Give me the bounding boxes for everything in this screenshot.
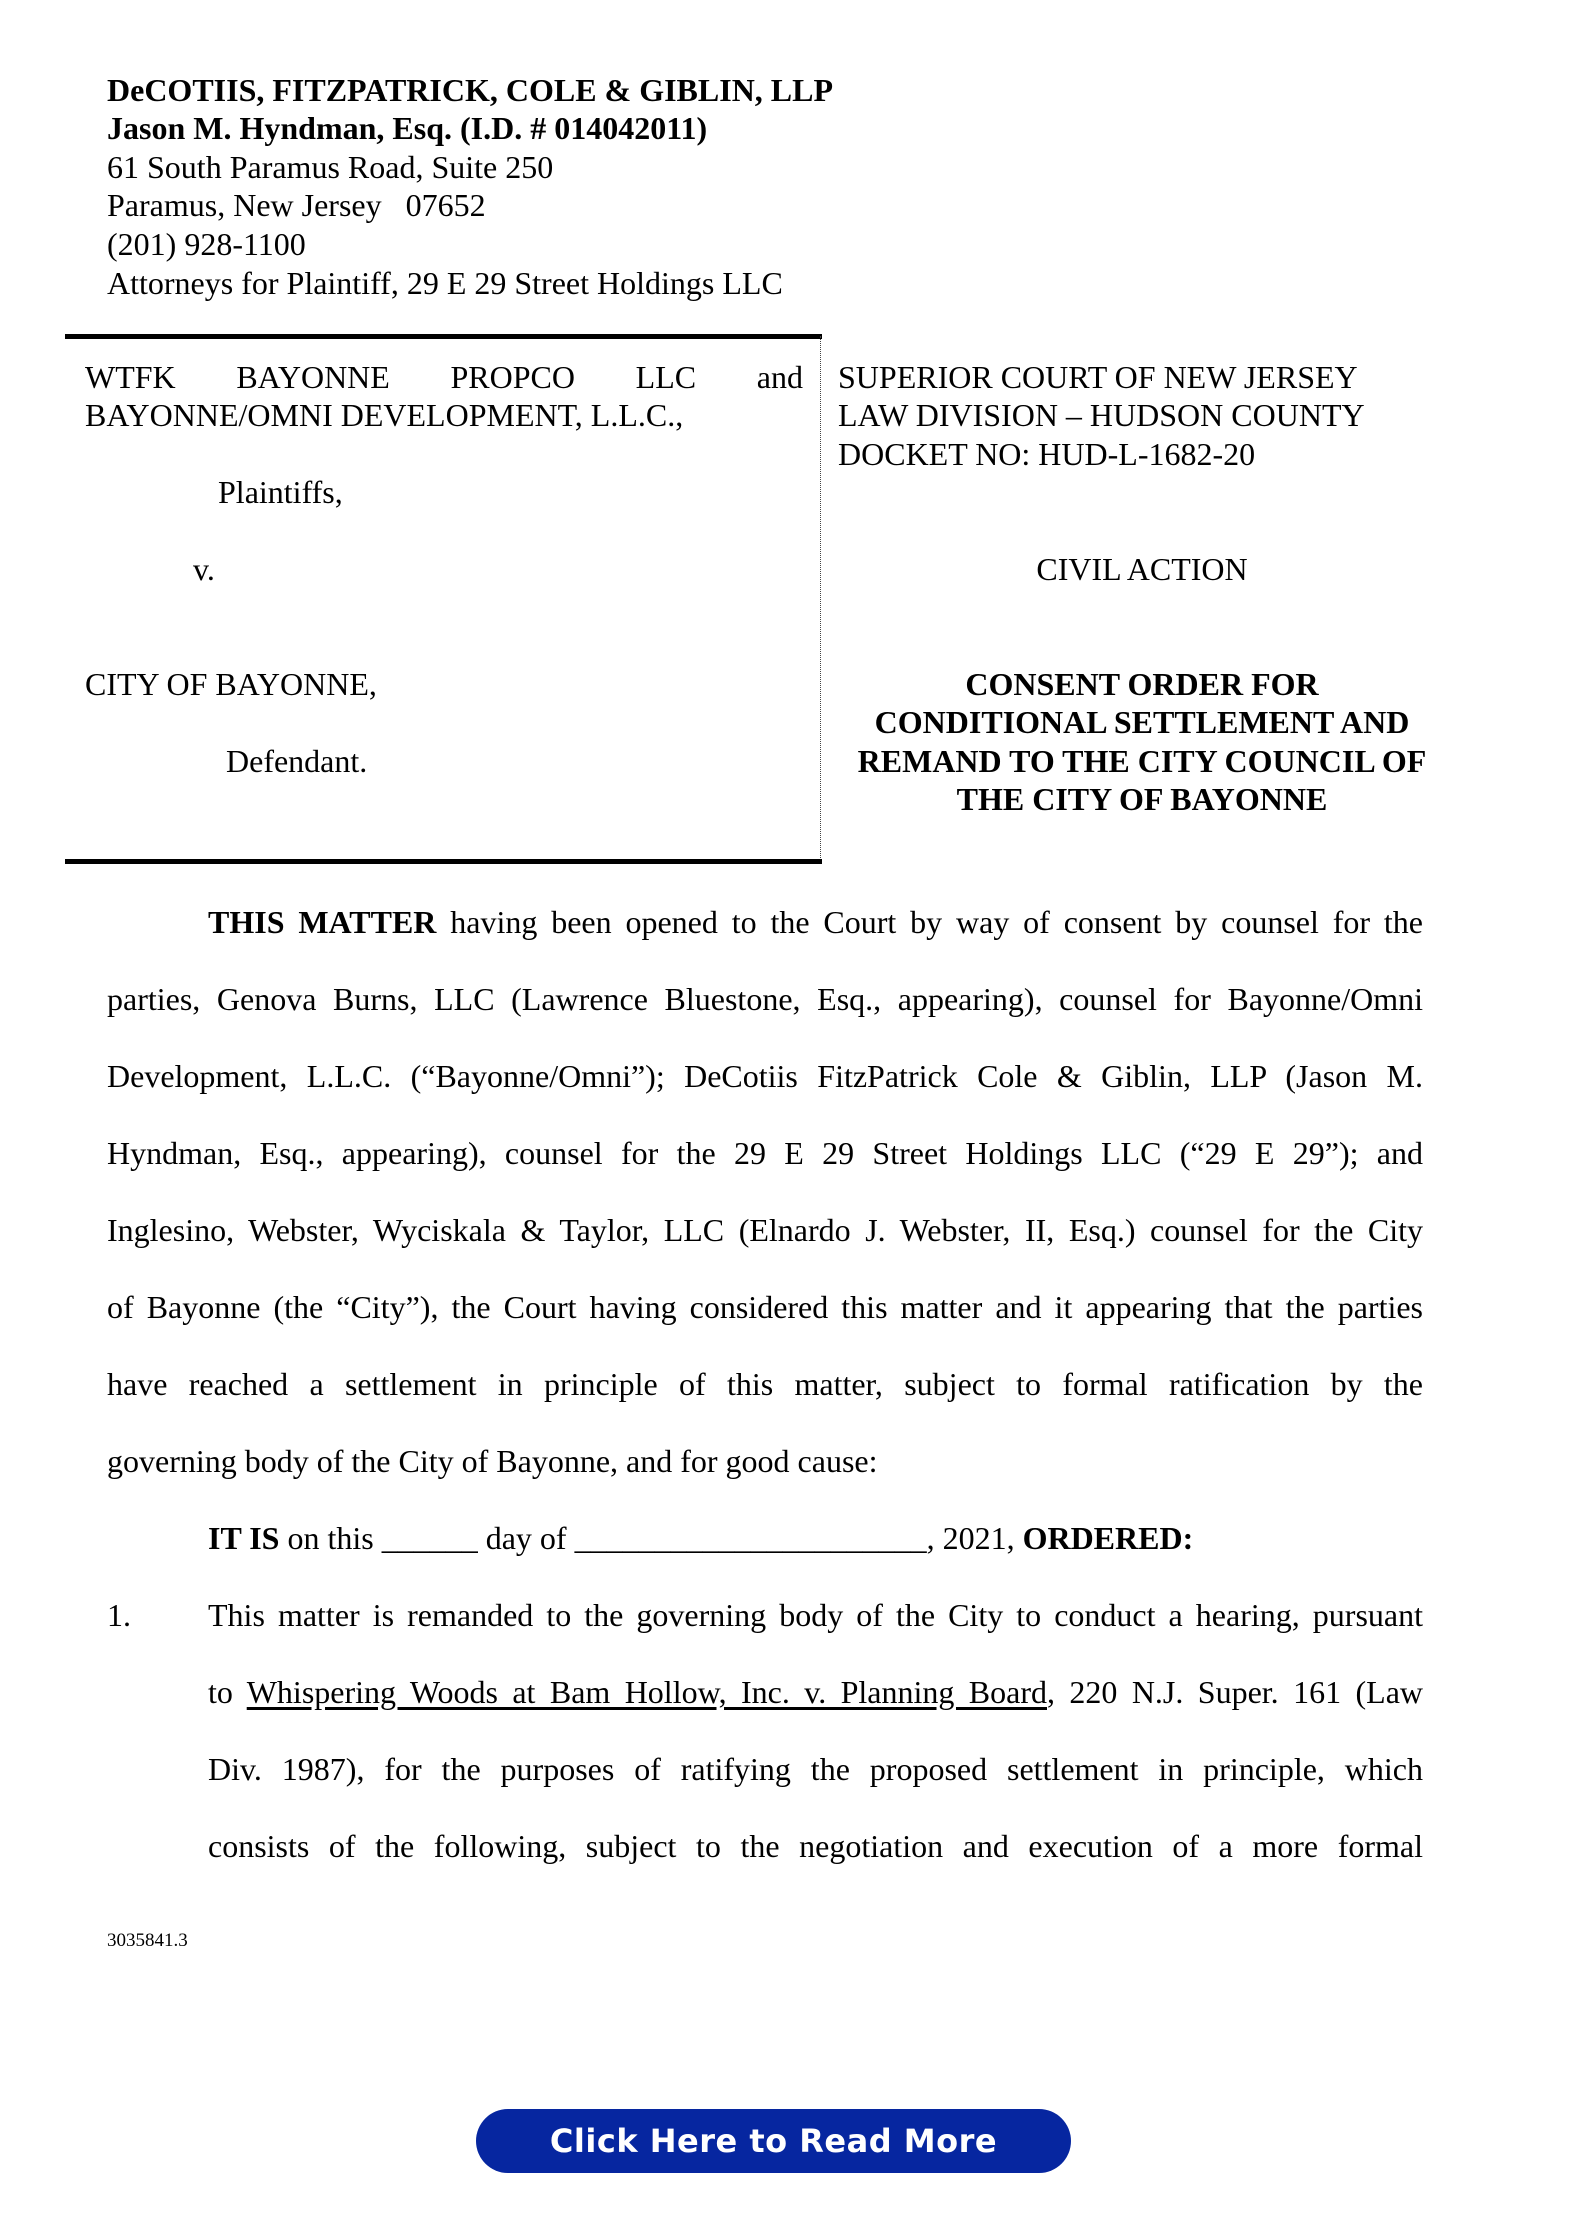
defendant-label: Defendant. — [226, 743, 368, 779]
court-line-1: SUPERIOR COURT OF NEW JERSEY — [838, 359, 1358, 395]
document-id: 3035841.3 — [107, 1930, 188, 1951]
item-1-line-2 — [208, 1673, 1423, 1711]
plaintiffs-label: Plaintiffs, — [218, 474, 343, 510]
versus: v. — [193, 551, 215, 587]
item-1-number: 1. — [107, 1597, 131, 1633]
phone-number: (201) 928-1100 — [107, 226, 306, 262]
attorney-name: Jason M. Hyndman, Esq. (I.D. # 014042011) — [107, 110, 708, 146]
body-line-5: Inglesino, Webster, Wyciskala & Taylor, LLC (Elnardo J. Webster, II, Esq.) counsel for the City — [107, 1212, 1423, 1248]
case-citation-name: Whispering Woods at Bam Hollow, Inc. v. Planning Board — [246, 1674, 1047, 1710]
order-date-blanks: on this ______ day of ______________________, 2021, — [279, 1520, 1023, 1556]
address-line-1: 61 South Paramus Road, Suite 250 — [107, 149, 554, 185]
item-1-line-2-pre: to — [208, 1674, 247, 1710]
caption-bottom-rule — [65, 859, 822, 864]
order-title-line-2: CONDITIONAL SETTLEMENT AND — [874, 704, 1410, 740]
plaintiffs-line-2: BAYONNE/OMNI DEVELOPMENT, L.L.C., — [85, 397, 684, 433]
court-line-2: LAW DIVISION – HUDSON COUNTY — [838, 397, 1365, 433]
docket-number: DOCKET NO: HUD-L-1682-20 — [838, 436, 1256, 472]
read-more-button[interactable] — [476, 2109, 1071, 2173]
body-line-1-text: having been opened to the Court by way of consent by counsel for the — [436, 904, 1424, 940]
item-1-line-3: Div. 1987), for the purposes of ratifying the proposed settlement in principle, which — [208, 1751, 1423, 1787]
body-line-1 — [208, 903, 1423, 941]
read-more-label: Click Here to Read More — [549, 2122, 998, 2160]
body-line-6: of Bayonne (the “City”), the Court having considered this matter and it appearing that the parties — [107, 1289, 1423, 1325]
body-line-8: governing body of the City of Bayonne, and for good cause: — [107, 1443, 878, 1479]
item-1-line-2-post: , 220 N.J. Super. 161 (Law — [1047, 1674, 1423, 1710]
action-type: CIVIL ACTION — [1036, 551, 1248, 587]
item-1-line-1: This matter is remanded to the governing body of the City to conduct a hearing, pursuant — [208, 1597, 1423, 1633]
ordered-label: ORDERED: — [1022, 1520, 1194, 1556]
order-title-line-1: CONSENT ORDER FOR — [965, 666, 1319, 702]
body-line-3: Development, L.L.C. (“Bayonne/Omni”); DeCotiis FitzPatrick Cole & Giblin, LLP (Jason M. — [107, 1058, 1423, 1094]
body-line-7: have reached a settlement in principle of this matter, subject to formal ratification by the — [107, 1366, 1423, 1402]
address-line-2: Paramus, New Jersey 07652 — [107, 187, 486, 223]
caption-divider — [820, 336, 821, 862]
order-title-line-3: REMAND TO THE CITY COUNCIL OF — [857, 743, 1427, 779]
caption-top-rule — [65, 334, 822, 339]
it-is-lead: IT IS — [208, 1520, 280, 1556]
body-line-4: Hyndman, Esq., appearing), counsel for the 29 E 29 Street Holdings LLC (“29 E 29”); and — [107, 1135, 1423, 1171]
plaintiffs-line-1: WTFK BAYONNE PROPCO LLC and — [85, 359, 803, 395]
body-line-2: parties, Genova Burns, LLC (Lawrence Bluestone, Esq., appearing), counsel for Bayonne/Omni — [107, 981, 1423, 1017]
order-date-line — [208, 1519, 1193, 1557]
firm-name: DeCOTIIS, FITZPATRICK, COLE & GIBLIN, LLP — [107, 72, 834, 108]
order-title-line-4: THE CITY OF BAYONNE — [956, 781, 1328, 817]
defendant-name: CITY OF BAYONNE, — [85, 666, 377, 702]
item-1-line-4: consists of the following, subject to the negotiation and execution of a more formal — [208, 1828, 1423, 1864]
this-matter-lead: THIS MATTER — [208, 904, 437, 940]
attorneys-for: Attorneys for Plaintiff, 29 E 29 Street Holdings LLC — [107, 265, 783, 301]
